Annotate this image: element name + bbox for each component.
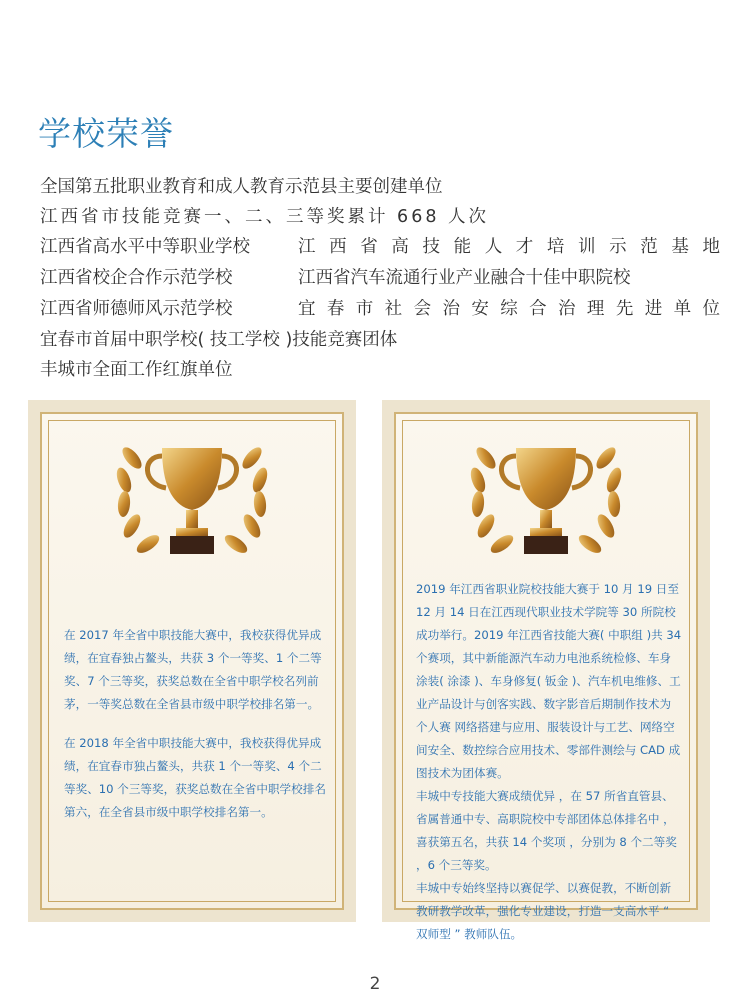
trophy-laurel-icon xyxy=(446,418,646,578)
honor-line: 江西省市技能竞赛一、二、三等奖累计 668 人次 xyxy=(40,207,490,227)
certificate-paragraph: 丰城中专技能大赛成绩优异 ，在 57 所省直管县、省属普通中专、高职院校中专部团体总体排名中 ，喜获第五名，共获 14 个奖项 ，分别为 8 个二等奖 ，6 个三等奖。 xyxy=(416,789,677,872)
certificate-paragraph: 在 2017 年全省中职技能大赛中，我校获得优异成绩，在宜春独占鳌头，共获 3 个一等奖、1 个二等奖、7 个三等奖，获奖总数在全省中职学校名列前茅，一等奖总数在全省县市级中职学校排名第一。 xyxy=(64,628,322,711)
certificate-text xyxy=(64,624,326,824)
honor-line: 宜春市首届中职学校( 技工学校 )技能竞赛团体 xyxy=(40,330,398,350)
honor-line: 全国第五批职业教育和成人教育示范县主要创建单位 xyxy=(40,177,443,197)
honor-left: 江西省师德师风示范学校 xyxy=(40,299,233,319)
trophy-laurel-icon xyxy=(92,418,292,578)
honor-right: 宜春市社会治安综合治理先进单位 xyxy=(298,299,720,319)
certificate-paragraph: 2019 年江西省职业院校技能大赛于 10 月 19 日至 12 月 14 日在江西现代职业技术学院等 30 所院校成功举行。2019 年江西省技能大赛( 中职组 )共 34 个赛项，其中新能源汽车动力电池系统检修、车身涂装( 涂漆 )、车身修复( 钣金 )、汽车机电维修、工业产品设计与创客实践、数字影音后期制作技术为个人赛 网络搭建与应用、服装设计与工艺、网络空间安全、数控综合应用技术、零部件测绘与 CAD 成图技术为团体赛。 xyxy=(416,582,682,780)
honor-row xyxy=(40,232,720,263)
honor-left: 江西省校企合作示范学校 xyxy=(40,268,233,288)
honor-right: 江西省高技能人才培训示范基地 xyxy=(298,237,720,257)
page-title: 学校荣誉 xyxy=(38,114,174,153)
honors-list xyxy=(40,172,720,385)
certificate-right xyxy=(382,400,710,941)
certificate-paragraph: 在 2018 年全省中职技能大赛中，我校获得优异成绩，在宜春市独占鳌头，共获 1 个一等奖、4 个二等奖、10 个三等奖，获奖总数在全省中职学校排名第六，在全省县市级中职学校排名第一。 xyxy=(64,736,326,819)
certificate-left xyxy=(28,400,356,922)
honor-row xyxy=(40,294,720,325)
certificate-paragraph: 丰城中专始终坚持以赛促学、以赛促教，不断创新教研教学改革，强化专业建设，打造一支高水平 “ 双师型 ” 教师队伍。 xyxy=(416,881,672,941)
honor-row xyxy=(40,263,720,294)
honor-right: 江西省汽车流通行业产业融合十佳中职院校 xyxy=(298,268,631,288)
honor-left: 江西省高水平中等职业学校 xyxy=(40,237,250,257)
honor-line: 丰城市全面工作红旗单位 xyxy=(40,360,233,380)
certificate-text xyxy=(416,578,682,946)
page-number: 2 xyxy=(369,974,381,994)
